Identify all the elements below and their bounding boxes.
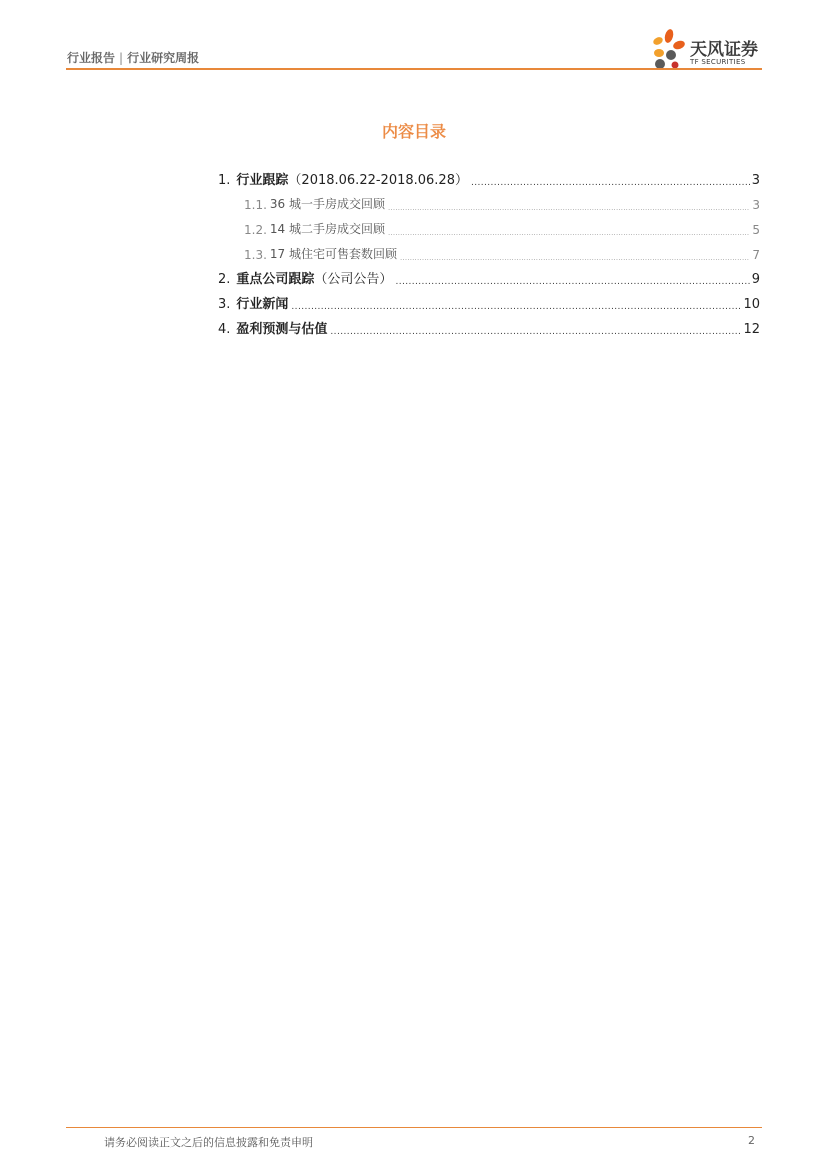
toc-entry-label: 盈利预测与估值 (236, 322, 328, 337)
toc-entry-number: 4. (218, 322, 231, 337)
toc-entry-number: 1. (218, 173, 231, 188)
toc-entry-label (236, 169, 468, 188)
toc-entry-4[interactable] (218, 317, 760, 337)
toc-entry-number: 1.2. (244, 223, 267, 237)
toc-entry-page: 7 (752, 248, 760, 262)
header-report-type: 行业研究周报 (127, 51, 200, 65)
toc-entry-label: 36 城一手房成交回顾 (269, 197, 385, 211)
toc-entry-3[interactable] (218, 292, 760, 312)
header-divider (66, 68, 762, 70)
toc-entry-1-3[interactable] (218, 242, 760, 262)
toc-entry-label: 14 城二手房成交回顾 (269, 222, 385, 236)
toc-title: 内容目录 (381, 122, 446, 141)
toc-leader-dots (471, 178, 750, 188)
toc-leader-dots (395, 277, 749, 287)
logo-name-en: TF SECURITIES (690, 58, 746, 66)
toc-entry-detail: （2018.06.22-2018.06.28） (288, 173, 468, 188)
toc-leader-dots (330, 327, 741, 337)
toc-entry-number: 1.1. (244, 198, 267, 212)
toc-leader-dots (388, 229, 750, 237)
toc-entry-page: 3 (752, 198, 760, 212)
footer-disclaimer: 请务必阅读正文之后的信息披露和免责申明 (104, 1136, 313, 1149)
logo-name-cn: 天风证券 (690, 40, 758, 60)
toc-entry-1-1[interactable] (218, 192, 760, 212)
toc-leader-dots (388, 204, 750, 212)
header-report-category (67, 49, 199, 66)
toc-entry-page: 9 (751, 272, 760, 287)
toc-entry-2[interactable] (218, 267, 760, 287)
logo-mark-icon (649, 27, 689, 71)
toc-entry-page: 5 (752, 223, 760, 237)
toc-entry-label (236, 268, 392, 287)
footer-page-number: 2 (748, 1134, 755, 1147)
header-separator: | (119, 51, 124, 65)
toc-entry-detail: （公司公告） (314, 272, 393, 287)
header-category: 行业报告 (67, 51, 116, 65)
toc-entry-label: 17 城住宅可售套数回顾 (269, 247, 397, 261)
toc-entry-number: 3. (218, 297, 231, 312)
toc-entry-page: 10 (743, 297, 760, 312)
footer-divider (66, 1127, 762, 1128)
toc-entry-page: 12 (743, 322, 760, 337)
toc-entry-1-2[interactable] (218, 217, 760, 237)
toc-leader-dots (291, 302, 741, 312)
company-logo (649, 27, 767, 71)
toc-leader-dots (400, 254, 750, 262)
toc-entry-label-text: 行业跟踪 (236, 173, 289, 188)
toc-entry-label: 行业新闻 (236, 297, 289, 312)
toc-entry-page: 3 (751, 173, 760, 188)
toc-entry-label-text: 重点公司跟踪 (236, 272, 315, 287)
toc-entry-number: 2. (218, 272, 231, 287)
toc-entry-number: 1.3. (244, 248, 267, 262)
toc-entry-1[interactable] (218, 168, 760, 188)
